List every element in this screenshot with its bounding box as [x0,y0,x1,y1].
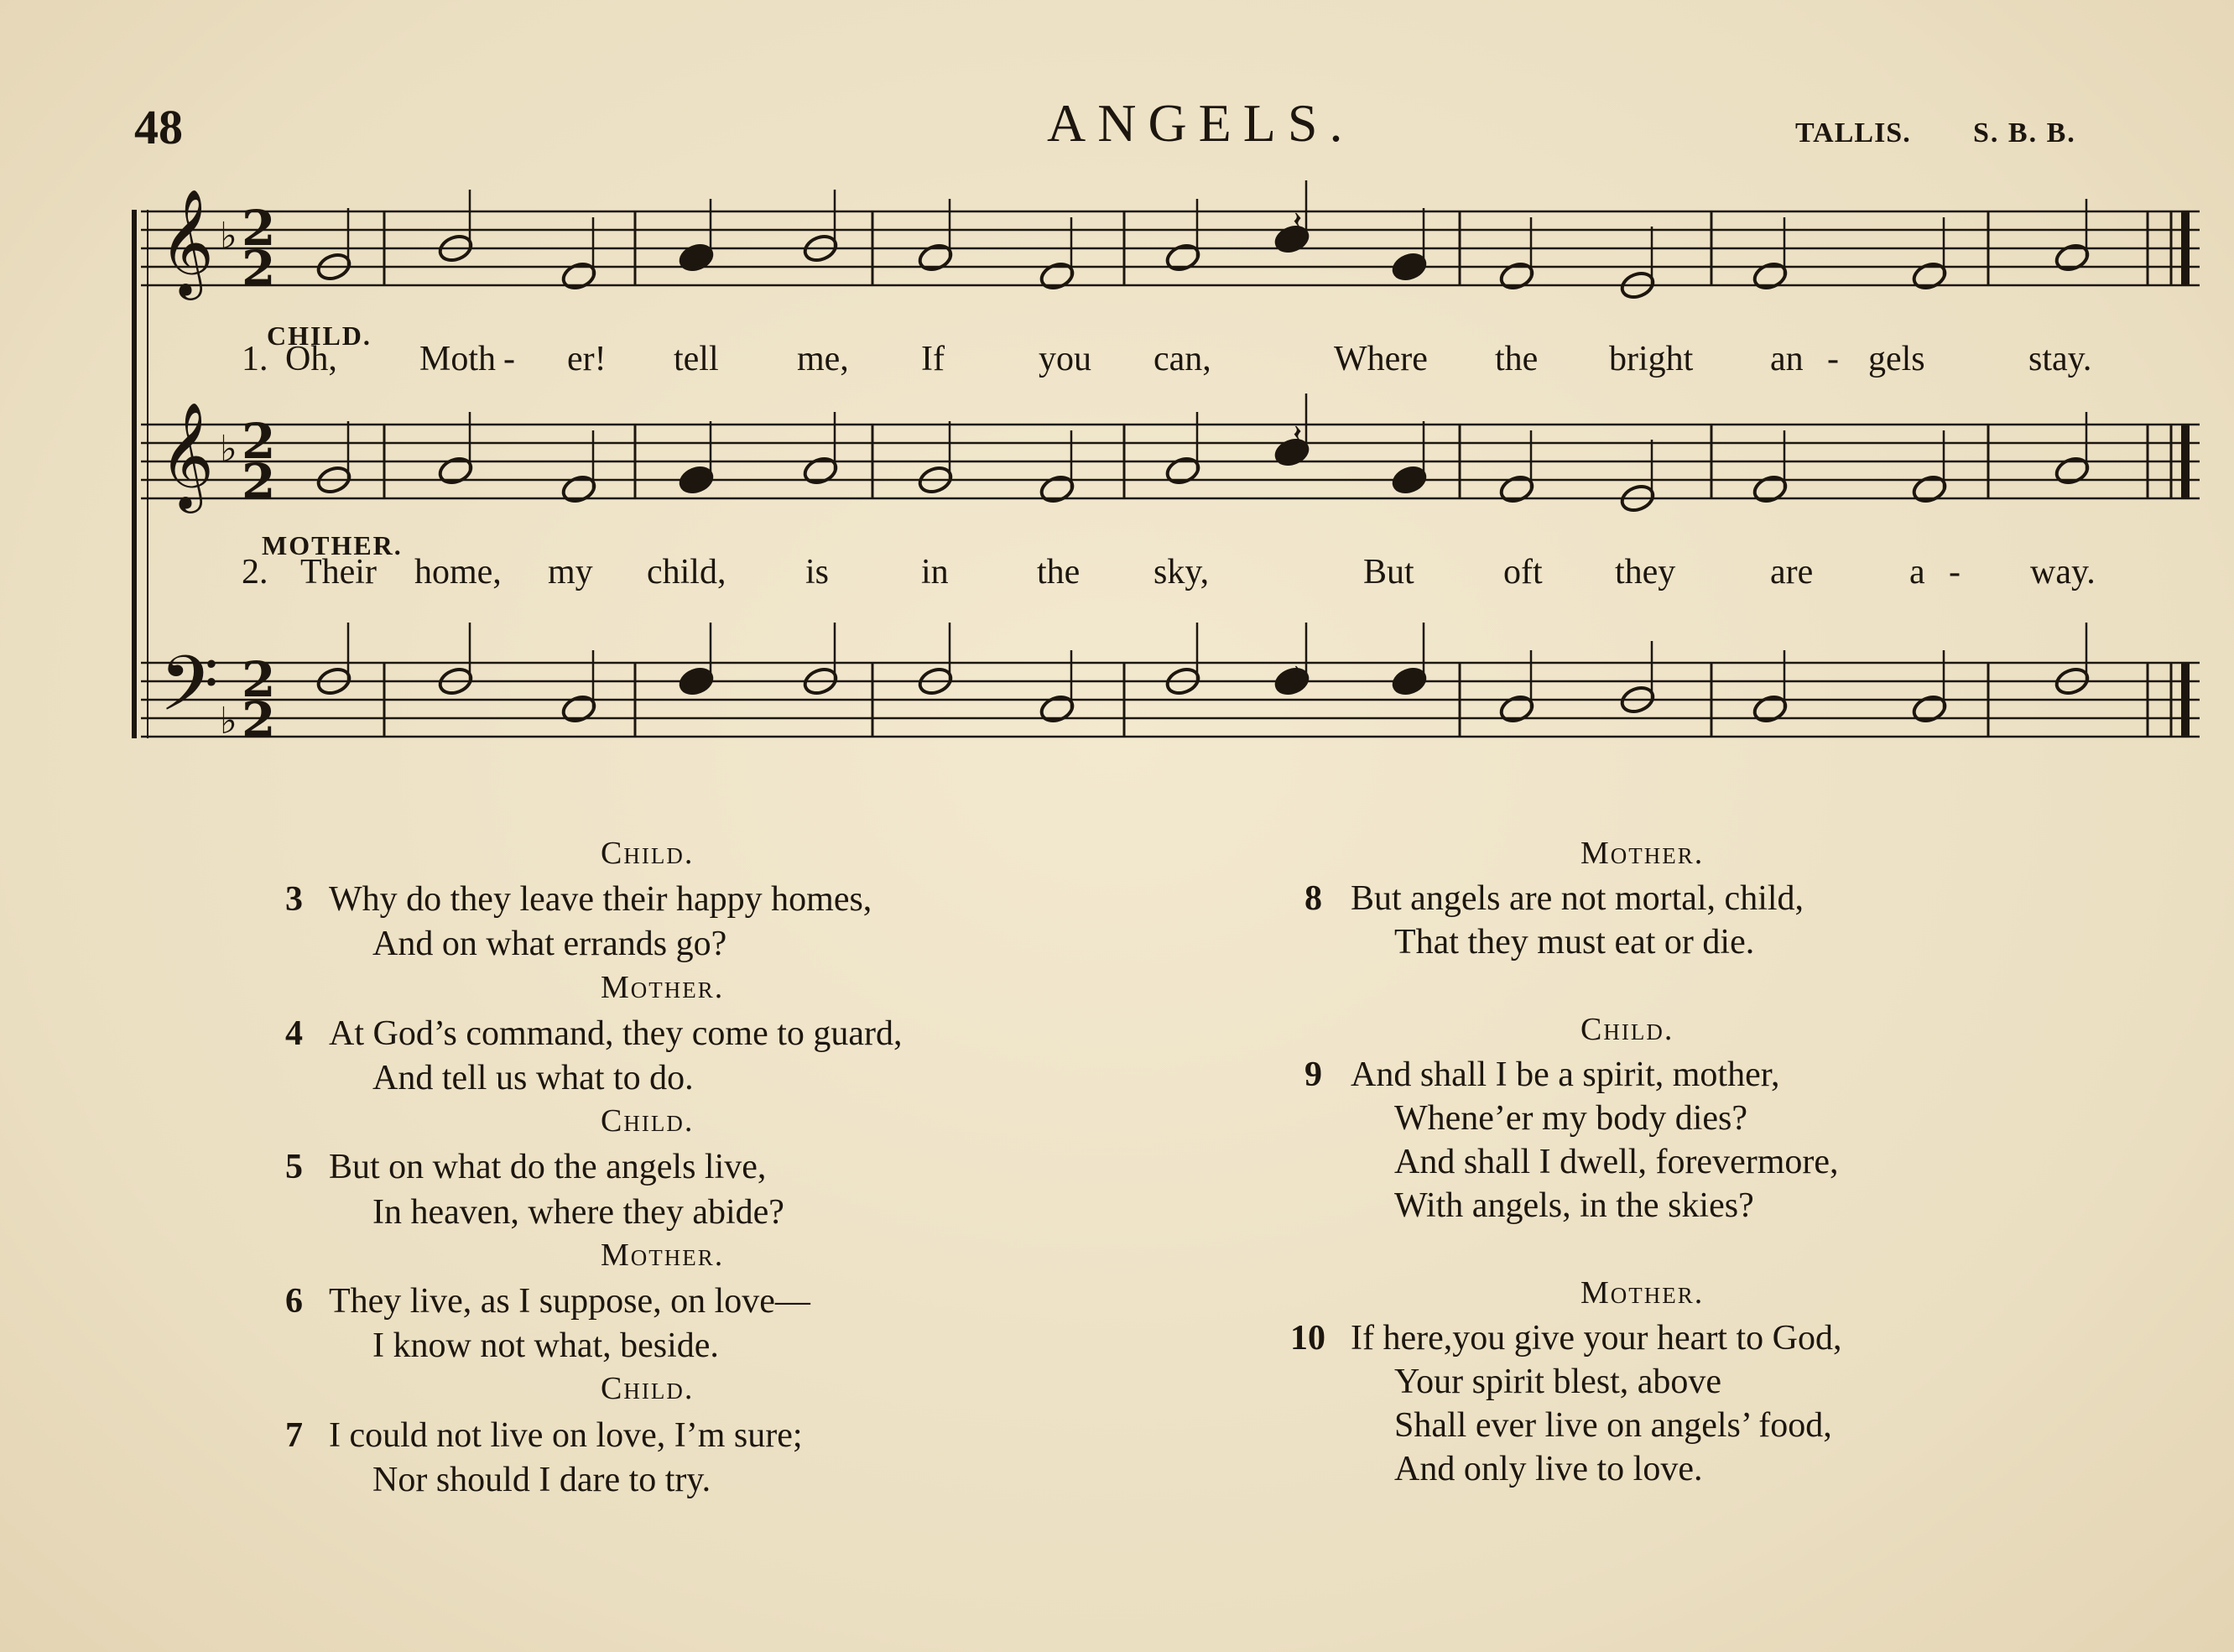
left-verse-line: In heaven, where they abide? [372,1192,784,1232]
left-verse-speaker: Child. [601,1103,695,1139]
staff1-lyric-syllable: 1. [242,340,268,378]
staff2-lyric-syllable: 2. [242,553,268,591]
right-verse-line: And only live to love. [1394,1450,1703,1488]
left-verse-speaker: Child. [601,836,695,871]
flat-icon: ♭ [220,700,237,743]
quarter-note [1391,665,1429,697]
left-verse-line: They live, as I suppose, on love— [329,1282,810,1321]
right-verse-line: That they must eat or die. [1394,923,1755,961]
bass-clef-icon: 𝄢 [159,639,219,747]
right-verse-number: 9 [1304,1055,1322,1094]
half-note [437,455,475,487]
quarter-rest-icon: 𝄽 [1292,205,1303,243]
treble-clef-icon: 𝄞 [159,401,215,508]
staff1-lyric-syllable: me, [797,340,849,378]
staff1-lyric-syllable: you [1039,340,1091,378]
half-note [1911,260,1949,292]
staff1-lyric-syllable: gels [1868,340,1925,378]
time-signature-top: 2 [242,413,276,470]
left-verse-number: 3 [285,880,303,920]
half-note [802,455,840,487]
left-verse-speaker: Mother. [601,969,725,1005]
staff2-lyric-syllable: in [921,553,949,591]
staff2-lyric-syllable: the [1037,553,1081,591]
final-barline [2181,663,2190,737]
half-note [560,473,598,505]
staff1-lyric-syllable: Moth [419,340,497,378]
half-note [1039,693,1076,725]
staff2-lyric-syllable: are [1770,553,1814,591]
half-note [1911,693,1949,725]
left-verse-line: Nor should I dare to try. [372,1460,711,1499]
left-verse-number: 7 [285,1415,303,1455]
half-note [917,242,955,274]
staff1-lyric-syllable: an [1770,340,1804,378]
right-verse-line: And shall I dwell, forevermore, [1394,1143,1839,1181]
staff2-lyric-syllable: child, [647,553,726,591]
quarter-note [1391,464,1429,496]
right-verse-line: If here,you give your heart to God, [1351,1319,1842,1358]
staff1-lyric-syllable: If [921,340,945,378]
half-note [1039,473,1076,505]
staff2-lyric-syllable: Their [300,553,377,591]
treble-clef-icon: 𝄞 [159,188,215,295]
quarter-rest-icon: 𝄽 [1292,658,1303,696]
right-verse-speaker: Mother. [1580,836,1705,871]
staff1-lyric-syllable: bright [1609,340,1694,378]
time-signature-bottom: 2 [242,240,276,297]
right-verse-line: With angels, in the skies? [1394,1186,1754,1225]
time-signature-top: 2 [242,651,276,708]
staff2-lyric-syllable: a [1909,553,1925,591]
half-note [1498,260,1536,292]
time-signature-bottom: 2 [242,453,276,510]
staff2-lyric-syllable: - [1949,553,1961,591]
flat-icon: ♭ [220,215,237,258]
half-note [1164,455,1202,487]
staff1-lyric-syllable: stay. [2028,340,2092,378]
half-note [1752,693,1789,725]
left-verse-speaker: Mother. [601,1237,725,1273]
half-note [2054,455,2091,487]
left-verse-speaker: Child. [601,1371,695,1407]
staff1-lyric-syllable: tell [674,340,719,378]
flat-icon: ♭ [220,428,237,471]
half-note [1164,242,1202,274]
page-number: 48 [134,100,183,154]
half-note [1752,260,1789,292]
staff2-lyric-syllable: they [1615,553,1676,591]
half-note [1498,693,1536,725]
voicing-label: S. B. B. [1973,117,2076,149]
right-verse-line: But angels are not mortal, child, [1351,879,1804,918]
left-verse-line: And tell us what to do. [372,1059,694,1097]
half-note [1911,473,1949,505]
left-verse-line: I could not live on love, I’m sure; [329,1415,803,1455]
left-verse-line: At God’s command, they come to guard, [329,1014,903,1053]
right-verse-line: And shall I be a spirit, mother, [1351,1055,1780,1094]
staff1-lyric-syllable: - [1827,340,1839,378]
song-title: ANGELS. [1047,93,1355,153]
time-signature-top: 2 [242,200,276,257]
composer-name: TALLIS. [1795,117,1911,149]
right-verse-number: 10 [1290,1319,1325,1358]
staff1-voice-label: CHILD. [267,320,372,351]
music-score [0,0,2234,805]
staff2-lyric-syllable: my [548,553,593,591]
right-verse-line: Whene’er my body dies? [1394,1099,1748,1138]
left-verse-line: But on what do the angels live, [329,1148,767,1187]
staff1-lyric-syllable: Where [1334,340,1428,378]
quarter-note [678,242,716,274]
final-barline [2181,211,2190,285]
half-note [560,693,598,725]
quarter-note [678,665,716,697]
staff2-lyric-syllable: oft [1503,553,1543,591]
staff1-lyric-syllable: the [1495,340,1539,378]
staff1-lyric-syllable: can, [1153,340,1211,378]
staff1-lyric-syllable: - [503,340,515,378]
right-verse-line: Your spirit blest, above [1394,1363,1722,1401]
staff2-lyric-syllable: But [1363,553,1414,591]
left-verse-number: 4 [285,1014,303,1053]
right-verse-number: 8 [1304,879,1322,918]
right-verse-speaker: Child. [1580,1012,1674,1047]
right-verse-speaker: Mother. [1580,1275,1705,1311]
quarter-rest-icon: 𝄽 [1292,418,1303,456]
left-verse-number: 6 [285,1282,303,1321]
staff2-lyric-syllable: home, [414,553,502,591]
half-note [1039,260,1076,292]
staff1-lyric-syllable: Oh, [285,340,337,378]
final-barline [2181,425,2190,498]
left-verse-line: Why do they leave their happy homes, [329,880,872,920]
staff2-voice-label: MOTHER. [262,530,403,560]
quarter-note [1391,251,1429,283]
quarter-note [678,464,716,496]
staff1-lyric-syllable: er! [567,340,607,378]
staff2-lyric-syllable: is [805,553,830,591]
left-verse-line: And on what errands go? [372,925,727,964]
time-signature-bottom: 2 [242,691,276,748]
staff2-lyric-syllable: way. [2030,553,2096,591]
right-verse-line: Shall ever live on angels’ food, [1394,1406,1832,1445]
half-note [1498,473,1536,505]
half-note [560,260,598,292]
half-note [2054,242,2091,274]
staff2-lyric-syllable: sky, [1153,553,1210,591]
left-verse-line: I know not what, beside. [372,1326,719,1366]
left-verse-number: 5 [285,1148,303,1187]
half-note [1752,473,1789,505]
